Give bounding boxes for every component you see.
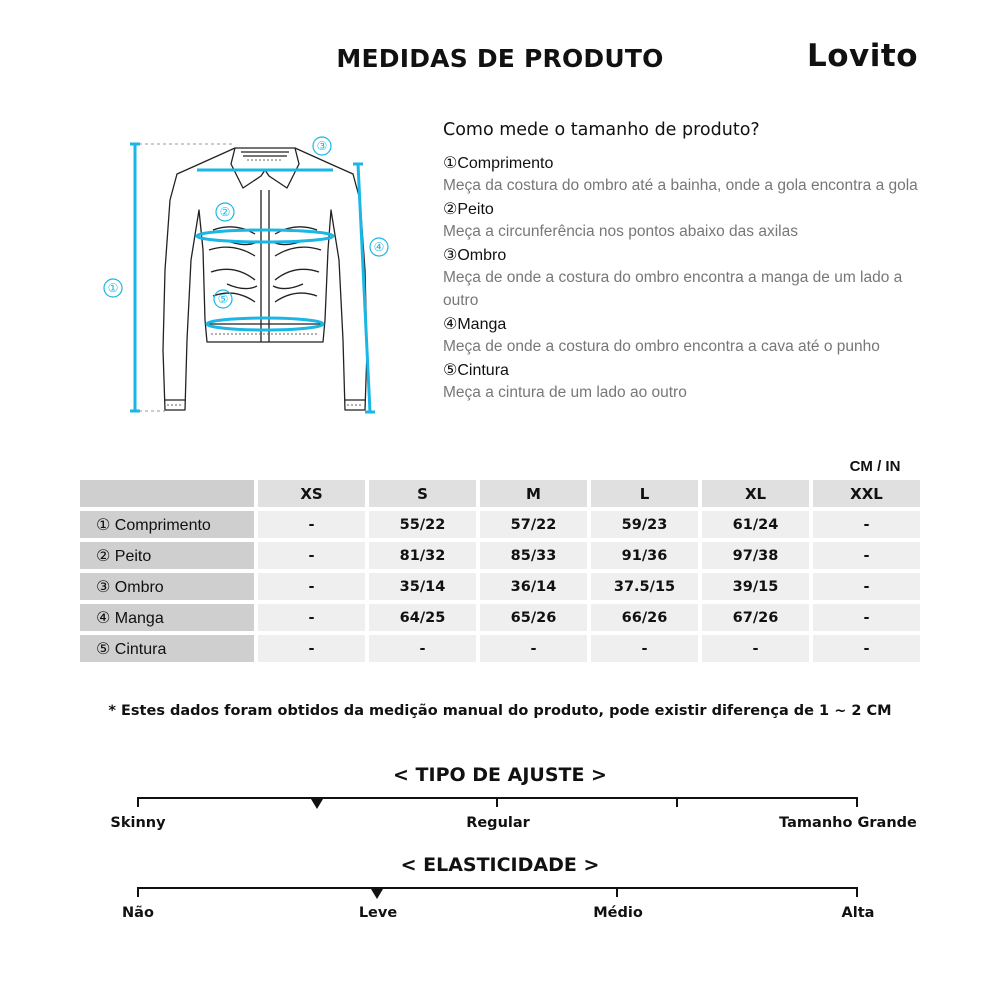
guide-item-name: ④Manga	[443, 316, 507, 333]
measurement-guide	[443, 120, 943, 407]
size-table	[76, 476, 924, 666]
elasticity-tick	[137, 887, 139, 897]
page-title: MEDIDAS DE PRODUTO	[336, 44, 664, 73]
table-cell: 91/36	[591, 542, 698, 569]
table-cell: 36/14	[480, 573, 587, 600]
marker-length: ①	[107, 281, 119, 295]
measurement-note: * Estes dados foram obtidos da medição manual do produto, pode existir diferença de 1 ~ 2 CM	[108, 703, 892, 719]
marker-shoulder: ③	[316, 139, 328, 153]
table-cell: 61/24	[702, 511, 809, 538]
table-header-row	[80, 480, 920, 507]
table-cell: -	[813, 542, 920, 569]
elasticity-label-medium: Médio	[593, 905, 643, 921]
marker-chest: ②	[219, 205, 231, 219]
brand-logo: Lovito	[806, 38, 918, 74]
guide-question: Como mede o tamanho de produto?	[443, 120, 760, 140]
table-cell: 37.5/15	[591, 573, 698, 600]
row-label: ⑤ Cintura	[80, 635, 254, 662]
marker-sleeve: ④	[373, 240, 385, 254]
table-cell: -	[813, 635, 920, 662]
table-cell: 64/25	[369, 604, 476, 631]
guide-item	[443, 361, 943, 404]
table-cell: 35/14	[369, 573, 476, 600]
jacket-diagram	[95, 130, 405, 425]
elasticity-tick	[616, 887, 618, 897]
guide-item-name: ③Ombro	[443, 247, 507, 264]
guide-item-desc: Meça a cintura de um lado ao outro	[443, 384, 687, 401]
table-cell: -	[258, 511, 365, 538]
table-cell: 67/26	[702, 604, 809, 631]
table-cell: 57/22	[480, 511, 587, 538]
guide-item-desc: Meça a circunferência nos pontos abaixo das axilas	[443, 223, 798, 240]
guide-item	[443, 200, 943, 243]
table-row	[80, 542, 920, 569]
fit-title: < TIPO DE AJUSTE >	[393, 764, 607, 786]
elasticity-label-high: Alta	[841, 905, 875, 921]
guide-item-desc: Meça de onde a costura do ombro encontra a manga de um lado a outro	[443, 269, 903, 309]
table-cell: -	[258, 573, 365, 600]
marker-waist: ⑤	[217, 292, 229, 306]
table-cell: 39/15	[702, 573, 809, 600]
table-cell: -	[258, 635, 365, 662]
table-cell: -	[813, 604, 920, 631]
fit-level-marker	[311, 799, 323, 809]
table-cell: 55/22	[369, 511, 476, 538]
elasticity-title: < ELASTICIDADE >	[400, 854, 600, 876]
elasticity-label-light: Leve	[358, 905, 398, 921]
elasticity-level-marker	[371, 889, 383, 899]
fit-tick	[496, 797, 498, 807]
fit-label-large: Tamanho Grande	[779, 815, 917, 831]
fit-label-regular: Regular	[466, 815, 530, 831]
elasticity-tick	[856, 887, 858, 897]
unit-label: CM / IN	[849, 458, 901, 475]
row-label: ④ Manga	[80, 604, 254, 631]
row-label: ② Peito	[80, 542, 254, 569]
table-cell: -	[813, 573, 920, 600]
table-corner	[80, 480, 254, 507]
table-cell: 85/33	[480, 542, 587, 569]
guide-item-desc: Meça de onde a costura do ombro encontra a cava até o punho	[443, 338, 880, 355]
guide-item-name: ①Comprimento	[443, 155, 554, 172]
table-cell: -	[480, 635, 587, 662]
table-row	[80, 635, 920, 662]
table-row	[80, 511, 920, 538]
table-cell: 81/32	[369, 542, 476, 569]
row-label: ① Comprimento	[80, 511, 254, 538]
size-header: M	[480, 480, 587, 507]
guide-item-desc: Meça da costura do ombro até a bainha, onde a gola encontra a gola	[443, 177, 918, 194]
guide-item	[443, 315, 943, 358]
guide-item	[443, 246, 943, 312]
size-header: S	[369, 480, 476, 507]
table-cell: -	[813, 511, 920, 538]
size-header: XL	[702, 480, 809, 507]
table-cell: -	[258, 542, 365, 569]
fit-label-skinny: Skinny	[110, 815, 166, 831]
table-cell: -	[258, 604, 365, 631]
table-cell: 59/23	[591, 511, 698, 538]
table-cell: -	[702, 635, 809, 662]
fit-tick	[137, 797, 139, 807]
size-header: L	[591, 480, 698, 507]
table-row	[80, 573, 920, 600]
guide-item	[443, 154, 943, 197]
row-label: ③ Ombro	[80, 573, 254, 600]
size-header: XXL	[813, 480, 920, 507]
elasticity-label-none: Não	[122, 905, 154, 921]
guide-item-name: ②Peito	[443, 201, 494, 218]
table-row	[80, 604, 920, 631]
guide-item-name: ⑤Cintura	[443, 362, 509, 379]
table-cell: 65/26	[480, 604, 587, 631]
table-cell: -	[591, 635, 698, 662]
table-cell: 66/26	[591, 604, 698, 631]
table-cell: 97/38	[702, 542, 809, 569]
elasticity-scale-line	[137, 887, 858, 889]
size-header: XS	[258, 480, 365, 507]
fit-tick	[856, 797, 858, 807]
fit-tick	[676, 797, 678, 807]
table-cell: -	[369, 635, 476, 662]
